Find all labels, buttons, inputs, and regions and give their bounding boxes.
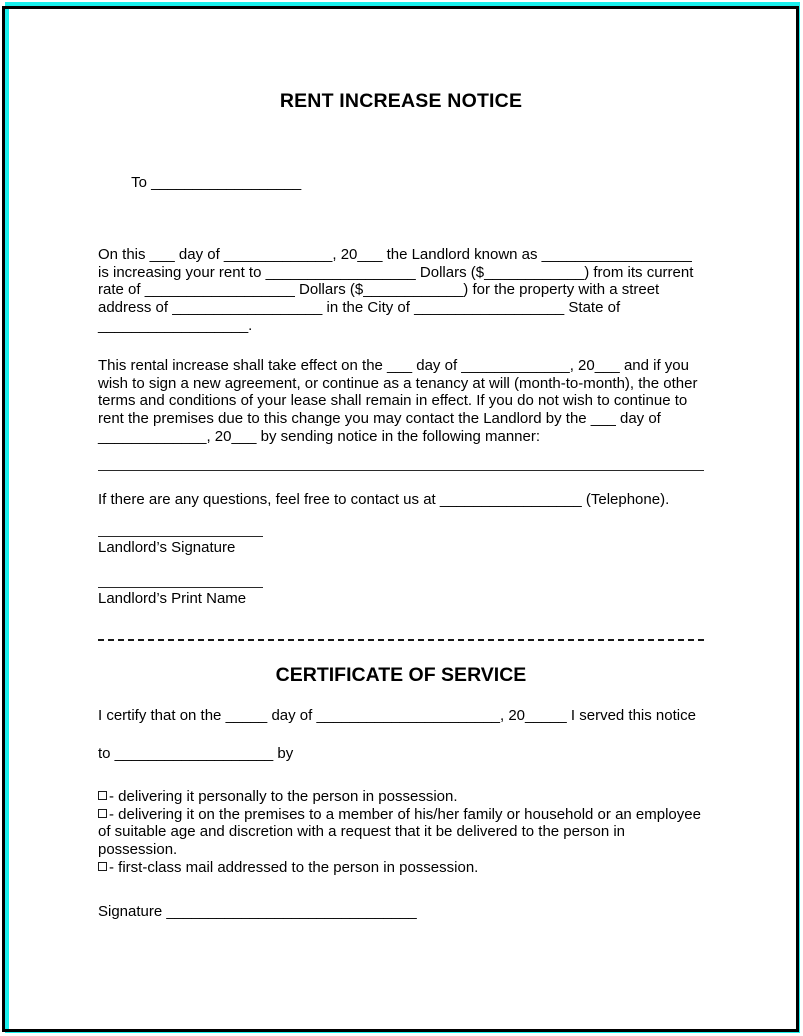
unchecked-checkbox-icon[interactable] [98,809,107,818]
service-option-first-class-mail[interactable] [98,859,704,877]
to-label: To [131,174,152,192]
to-blank-field[interactable]: __________________ [151,174,302,192]
service-option-personal-label: - delivering it personally to the person in possession. [109,787,458,805]
service-option-family-member[interactable] [98,806,704,859]
paragraph-effective-date-terms: This rental increase shall take effect on the ___ day of _____________, 20___ and if you wish to sign a new agreement, or continue as a tenancy at will (month-to-month), the other terms and conditions of your lease shall remain in effect. If you do not wish to continue to rent the premises due to this change you may contact the Landlord by the ___ day of _____________, 20___ by sending notice in the following manner: [98,356,698,445]
contact-telephone-line: If there are any questions, feel free to contact us at _________________ (Telephone). [98,490,670,508]
landlord-signature-block [98,536,704,557]
paragraph-rent-increase-details: On this ___ day of _____________, 20___ the Landlord known as __________________ is increasing your rent to __________________ Dollars ($____________) from its current rate of __________________ Dollars ($____________) for the property with a street address of __________________ in the City of __________________ State of __________________. [98,245,694,334]
certificate-served-to-line: to ___________________ by [98,744,294,762]
unchecked-checkbox-icon[interactable] [98,862,107,871]
certificate-served-date-line: I certify that on the _____ day of ______________________, 20_____ I served this notice [98,706,696,724]
service-option-family-member-label: - delivering it on the premises to a member of his/her family or household or an employee of suitable age and discretion with a request that it be delivered to the person in possession. [98,805,701,859]
server-signature-blank[interactable]: ______________________________ [166,902,417,920]
service-method-options [98,788,704,877]
unchecked-checkbox-icon[interactable] [98,791,107,800]
notice-manner-blank-rule[interactable] [98,470,704,471]
page-title: RENT INCREASE NOTICE [279,90,523,112]
recipient-line [98,157,704,209]
landlord-print-name-block [98,587,704,608]
server-signature-line [98,903,704,921]
landlord-print-name-line[interactable] [98,587,263,588]
document-body [98,90,704,921]
landlord-print-name-caption: Landlord’s Print Name [98,589,247,607]
landlord-signature-line[interactable] [98,536,263,537]
service-option-first-class-mail-label: - first-class mail addressed to the person in possession. [109,858,479,876]
certificate-of-service-title: CERTIFICATE OF SERVICE [275,663,527,686]
service-option-personal[interactable] [98,788,704,806]
server-signature-label: Signature [98,902,167,920]
landlord-signature-caption: Landlord’s Signature [98,538,236,556]
paper-sheet [12,12,791,1024]
